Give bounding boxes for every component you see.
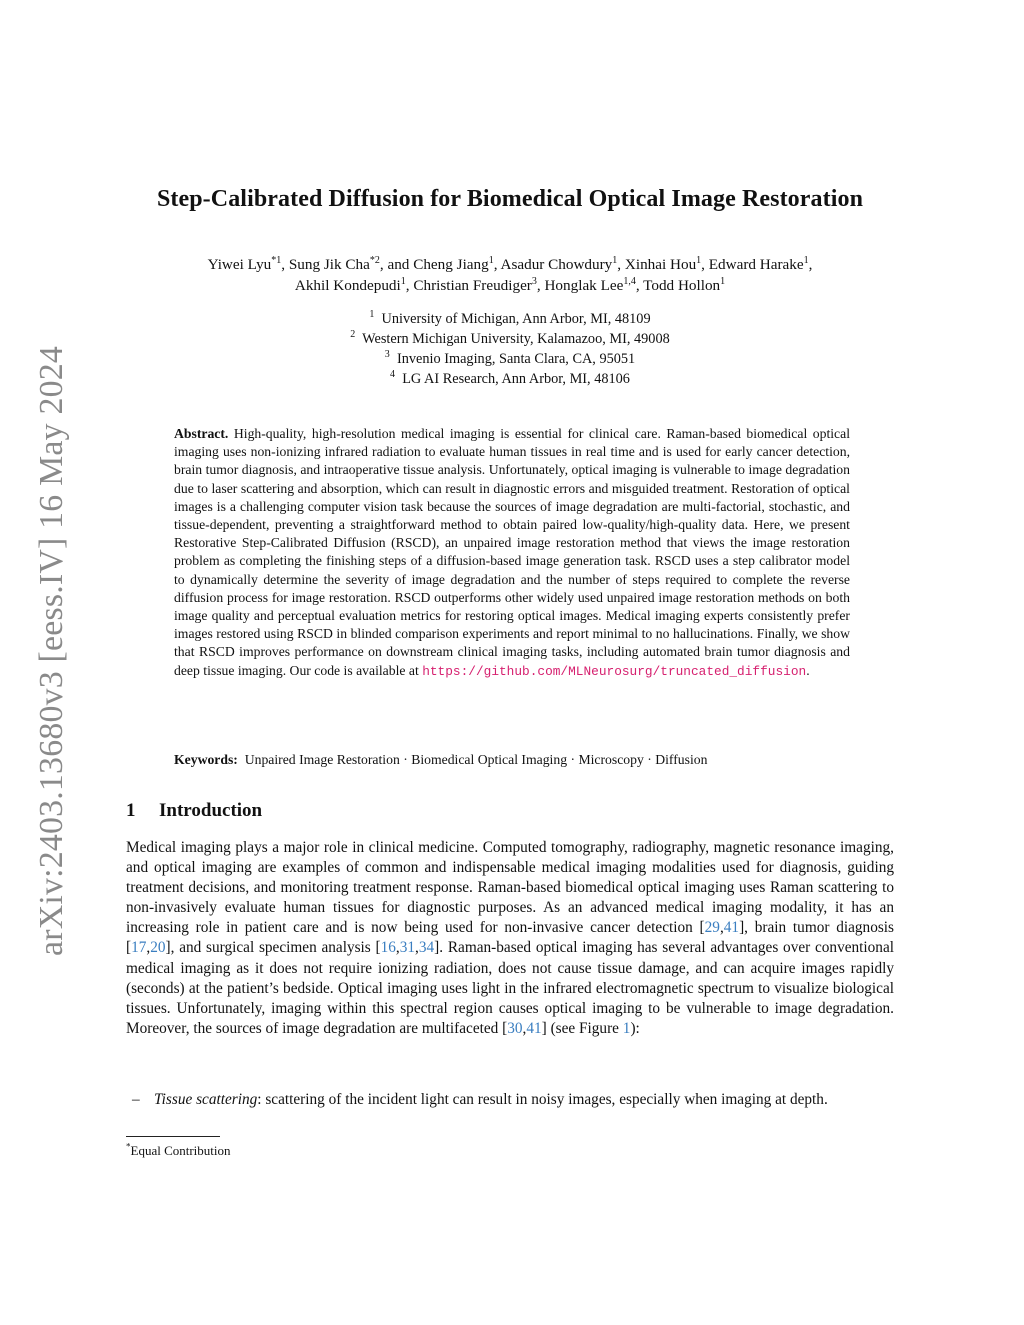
author-name: Edward Harake bbox=[708, 256, 804, 273]
author-affil-mark: 1 bbox=[400, 275, 406, 287]
author-affil-mark: 1 bbox=[696, 254, 702, 266]
author-separator: , bbox=[281, 256, 289, 273]
affiliation-number: 4 bbox=[390, 369, 396, 381]
author-line-2 bbox=[110, 275, 910, 296]
affiliation-text: Western Michigan University, Kalamazoo, MI, 49008 bbox=[362, 331, 670, 347]
author-name: Christian Freudiger bbox=[413, 277, 532, 294]
citation-link[interactable]: 20 bbox=[150, 939, 166, 957]
affiliation-list bbox=[110, 309, 910, 389]
author-affil-mark: 1 bbox=[803, 254, 809, 266]
citation-link[interactable]: 31 bbox=[399, 939, 416, 957]
affiliation-text: University of Michigan, Ann Arbor, MI, 48109 bbox=[381, 311, 651, 327]
citation-link[interactable]: 29 bbox=[704, 919, 720, 937]
footnote-text: Equal Contribution bbox=[130, 1143, 231, 1158]
author-affil-mark: 1 bbox=[488, 254, 494, 266]
intro-text: ): bbox=[630, 1019, 640, 1037]
author-line-1 bbox=[110, 254, 910, 275]
bullet-description: : scattering of the incident light can result in noisy images, especially when imaging at depth. bbox=[257, 1091, 828, 1108]
affiliation-number: 2 bbox=[350, 329, 356, 341]
affiliation-item bbox=[110, 349, 910, 369]
arxiv-identifier bbox=[20, 342, 76, 960]
citation-link[interactable]: 16 bbox=[380, 939, 396, 957]
affiliation-number: 3 bbox=[384, 349, 390, 361]
author-separator: , bbox=[635, 277, 644, 294]
author-list bbox=[110, 254, 910, 296]
author-separator: , bbox=[405, 277, 414, 294]
author-affil-mark: *2 bbox=[369, 254, 380, 266]
author-separator: , bbox=[493, 256, 501, 273]
author-name: Sung Jik Cha bbox=[288, 256, 370, 273]
author-affil-mark: 1 bbox=[720, 275, 726, 287]
author-separator: , bbox=[701, 256, 709, 273]
intro-text: ]. Raman-based optical imaging has several advantages over conventional medical imaging as it does not require ionizing radiation, does not cause tissue damage, and can acquire images rapidly (seconds) at the patient’s bedside. Optical imaging uses light in the infrared electromagnetic spectrum to visualize biological tissues. Unfortunately, imaging within this spectral region causes optical imaging to be vulnerable to image degradation. Moreover, the sources of image degradation are multifaceted [ bbox=[126, 939, 894, 1037]
author-separator: , bbox=[536, 277, 545, 294]
intro-text: ], and surgical specimen analysis [ bbox=[165, 939, 381, 957]
citation-link[interactable]: 34 bbox=[418, 939, 435, 957]
figure-link[interactable]: 1 bbox=[622, 1019, 631, 1037]
author-affil-mark: 3 bbox=[531, 275, 537, 287]
citation-link[interactable]: 30 bbox=[507, 1019, 523, 1037]
author-name: Yiwei Lyu bbox=[207, 256, 272, 273]
author-affil-mark: 1,4 bbox=[623, 275, 636, 287]
author-affil-mark: 1 bbox=[612, 254, 618, 266]
keywords bbox=[174, 751, 850, 769]
author-name: Akhil Kondepudi bbox=[294, 277, 401, 294]
affiliation-item bbox=[110, 369, 910, 389]
author-name: Asadur Chowdury bbox=[500, 256, 613, 273]
citation-link[interactable]: 17 bbox=[131, 939, 147, 957]
arxiv-identifier-text: arXiv:2403.13680v3 [eess.IV] 16 May 2024 bbox=[33, 343, 70, 956]
affiliation-number: 1 bbox=[369, 309, 375, 321]
author-name: Honglak Lee bbox=[544, 277, 624, 294]
code-repository-link[interactable]: https://github.com/MLNeurosurg/truncated_diffusion bbox=[422, 663, 807, 679]
abstract bbox=[174, 425, 850, 681]
bullet-dash: – bbox=[132, 1091, 140, 1108]
footnote-mark: * bbox=[126, 1141, 131, 1152]
author-separator: , and bbox=[379, 256, 414, 273]
author-separator: , bbox=[617, 256, 625, 273]
keywords-text: Unpaired Image Restoration · Biomedical Optical Imaging · Microscopy · Diffusion bbox=[244, 752, 708, 767]
introduction-paragraph: Medical imaging plays a major role in clinical medicine. Computed tomography, radiography, magnetic resonance imaging, and optical imaging are examples of common and indispensable medical imaging modalities used for diagnosis, guiding treatment decisions, and monitoring treatment response. Raman-based biomedical optical imaging uses Raman scattering to non-invasively evaluate human tissues for diagnostic purposes. As an advanced medical imaging modality, it has an increasing role in patient care and is now being used for non-invasive cancer detection [29,41], brain tumor diagnosis [17,20], and surgical specimen analysis [16,31,34]. Raman-based optical imaging has several advantages over conventional medical imaging as it does not require ionizing radiation, does not cause tissue damage, and can acquire images rapidly (seconds) at the patient’s bedside. Optical imaging uses light in the infrared electromagnetic spectrum to visualize biological tissues. Unfortunately, imaging within this spectral region causes optical imaging to be vulnerable to image degradation. Moreover, the sources of image degradation are multifaceted [30,41] (see Figure 1): bbox=[126, 839, 894, 1037]
abstract-label: Abstract. bbox=[174, 426, 229, 441]
abstract-text: High-quality, high-resolution medical imaging is essential for clinical care. Raman-based biomedical optical imaging uses non-ionizing infrared radiation to evaluate human tissues in real time and is used for early cancer detection, brain tumor diagnosis, and intraoperative tissue analysis. Unfortunately, optical imaging is vulnerable to image degradation due to laser scattering and absorption, which can result in diagnostic errors and misguided treatment. Restoration of optical images is a challenging computer vision task because the sources of image degradation are multi-factorial, stochastic, and tissue-dependent, preventing a straightforward method to obtain paired low-quality/high-quality data. Here, we present Restorative Step-Calibrated Diffusion (RSCD), an unpaired image restoration method that views the image restoration problem as completing the finishing steps of a diffusion-based image generation task. RSCD uses a step calibrator model to dynamically determine the severity of image degradation and the number of steps required to complete the reverse diffusion process for image restoration. RSCD outperforms other widely used unpaired image restoration methods on both image quality and perceptual evaluation metrics for restoring optical images. Medical imaging experts consistently prefer images restored using RSCD in blinded comparison experiments and report minimal to no hallucinations. Finally, we show that RSCD improves performance on downstream clinical imaging tasks, including automated brain tumor diagnosis and deep tissue imaging. Our code is available at bbox=[174, 426, 850, 678]
bullet-text bbox=[154, 1090, 894, 1110]
abstract-end: . bbox=[806, 662, 810, 678]
bullet-item bbox=[126, 1090, 894, 1110]
section-heading bbox=[126, 800, 262, 822]
intro-text: ], brain tumor diagnosis [ bbox=[126, 919, 894, 957]
intro-text: Medical imaging plays a major role in clinical medicine. Computed tomography, radiography, magnetic resonance imaging, and optical imaging are examples of common and indispensable medical imaging modalities used for diagnosis, guiding treatment decisions, and monitoring treatment response. Raman-based biomedical optical imaging uses Raman scattering to non-invasively evaluate human tissues for diagnostic purposes. As an advanced medical imaging modality, it has an increasing role in patient care and is now being used for non-invasive cancer detection [ bbox=[126, 839, 894, 937]
footnote bbox=[126, 1142, 231, 1160]
affiliation-text: Invenio Imaging, Santa Clara, CA, 95051 bbox=[396, 351, 636, 367]
section-title: Introduction bbox=[159, 800, 263, 821]
affiliation-item bbox=[110, 309, 910, 329]
citation-link[interactable]: 41 bbox=[723, 919, 740, 937]
author-name: Xinhai Hou bbox=[624, 256, 697, 273]
affiliation-text: LG AI Research, Ann Arbor, MI, 48106 bbox=[402, 371, 630, 387]
author-separator: , bbox=[808, 256, 813, 273]
intro-text: ] (see Figure bbox=[541, 1019, 623, 1037]
author-affil-mark: *1 bbox=[271, 254, 282, 266]
footnote-rule bbox=[126, 1136, 220, 1137]
paper-title: Step-Calibrated Diffusion for Biomedical Optical Image Restoration bbox=[156, 186, 864, 212]
author-name: Cheng Jiang bbox=[413, 256, 489, 273]
affiliation-item bbox=[110, 329, 910, 349]
citation-link[interactable]: 41 bbox=[526, 1019, 542, 1037]
author-name: Todd Hollon bbox=[643, 277, 721, 294]
keywords-label: Keywords: bbox=[174, 752, 238, 767]
bullet-term: Tissue scattering bbox=[154, 1091, 258, 1108]
section-number: 1 bbox=[126, 800, 136, 821]
